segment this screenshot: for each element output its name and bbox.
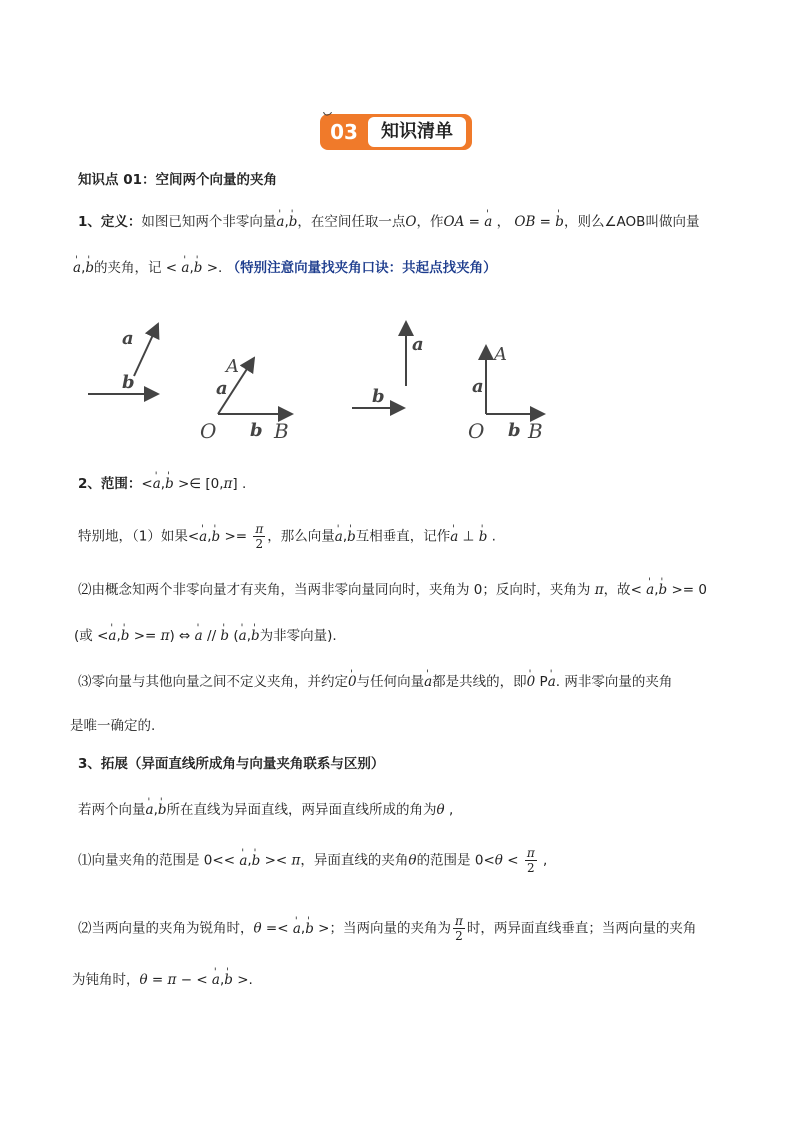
label-b2: b — [250, 420, 263, 441]
label-a4: a — [472, 376, 484, 397]
extension-point-1: ⑴向量夹角的范围是 0<< ' a,' b >< π，异面直线的夹角θ的范围是 0<θ < $\frac{\pi}{2}$ , — [78, 846, 547, 882]
label-A: A — [226, 356, 239, 377]
extension-point-2-line-1: ⑵当两向量的夹角为锐角时，θ =< ' a,' b >；当两向量的夹角为 $\frac{\pi}{2}$ 时，两异面直线垂直；当两向量的夹角 — [78, 914, 696, 950]
label-a3: a — [412, 334, 424, 355]
label-O4: O — [468, 419, 485, 443]
label-A4: A — [494, 344, 507, 365]
range-line: 2、范围：<' a,' b >∈ [0,π] . — [78, 474, 246, 494]
definition-line-1: 1、定义：如图已知两个非零向量' a,' b，在空间任取一点O，作OA = ' a ， OB = ' b，则么∠AOB叫做向量 — [78, 212, 699, 232]
paragraph-3-line-2: 是唯一确定的. — [70, 718, 156, 734]
label-O: O — [200, 419, 217, 443]
label-B: B — [274, 419, 289, 443]
paragraph-2-line-1: ⑵由概念知两个非零向量才有夹角，当两非零向量同向时，夹角为 0；反向时，夹角为 π，故< ' a,' b >= 0 — [78, 580, 707, 600]
label-b: b — [122, 372, 135, 393]
label-a2: a — [216, 378, 228, 399]
banner-number: 03 — [330, 120, 358, 144]
special-case-line: 特别地，（1）如果<' a,' b >= $\frac{\pi}{2}$ ，那么向量' a,' b互相垂直，记作' a ⊥ ' b . — [78, 522, 496, 556]
label-a: a — [122, 328, 134, 349]
definition-line-2: ' a,' b的夹角，记 < ' a,' b >. （特别注意向量找夹角口诀：共起点找夹角） — [73, 258, 497, 278]
vector-a-arrow — [134, 324, 158, 376]
label-b4: b — [508, 420, 521, 441]
knowledge-point-heading: 知识点 01：空间两个向量的夹角 — [78, 172, 277, 188]
paragraph-3-line-1: ⑶零向量与其他向量之间不定义夹角，并约定' 0与任何向量' a都是共线的，即' 0 P' a. 两非零向量的夹角 — [78, 672, 672, 692]
section-banner — [320, 112, 472, 152]
vector-angle-figures — [82, 314, 562, 450]
extension-heading: 3、拓展（异面直线所成角与向量夹角联系与区别） — [78, 756, 385, 772]
extension-intro: 若两个向量' a,' b所在直线为异面直线，两异面直线所成的角为θ , — [78, 800, 453, 820]
extension-point-2-line-2: 为钝角时，θ = π − < ' a,' b >. — [72, 970, 253, 990]
paragraph-2-line-2: (或 <' a,' b >= π) ⇔ ' a // ' b (' a,' b为非零向量). — [74, 626, 337, 646]
banner-title: 知识清单 — [368, 117, 466, 147]
label-b3: b — [372, 386, 385, 407]
label-B4: B — [528, 419, 543, 443]
